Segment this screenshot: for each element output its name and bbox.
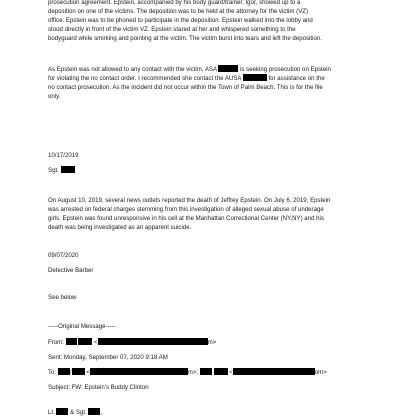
text-line [48, 65, 331, 74]
text-fragment: om> [314, 369, 327, 376]
redaction-box [218, 65, 238, 72]
text-line: no contact prosecution. As the incident did not occur within the Town of Palm Beach, This is for the file [48, 84, 323, 91]
redaction-box [214, 368, 228, 375]
redaction-box [78, 338, 92, 345]
text-fragment: To: [48, 369, 58, 376]
entry-date: 09/07/2020 [48, 252, 79, 259]
email-from: From: < m> [48, 339, 217, 346]
redaction-box [88, 408, 103, 416]
text-line: was arrested on federal charges stemming from this investigation of alleged sexual abuse of underage [48, 206, 324, 213]
text-line: deposition on one of the victims. The deposition was to be held at the attorney for the victim (VZ) [48, 8, 309, 15]
redaction-box [243, 74, 267, 81]
text-line: only. [48, 93, 61, 100]
text-line: stood directly in front of the victim VZ. Epstein stared at her and whispered something to the [48, 26, 296, 33]
email-salutation [48, 408, 102, 417]
redaction-box [66, 338, 77, 345]
text-fragment: As Epstein was not allowed to any contact with the victim, ASA [48, 66, 219, 73]
text-line: office. Epstein was to be phoned to participate in the deposition. Epstein walked into the lobby and [48, 17, 313, 24]
redaction-box [56, 408, 68, 415]
redaction-box [200, 368, 212, 375]
text-line: girls. Epstein was found unresponsive in his cell at the Manhattan Correctional Center (NY,NY) and his [48, 215, 324, 222]
text-fragment: m> [207, 339, 217, 346]
text-fragment: From: [48, 339, 66, 346]
text-line [48, 74, 325, 83]
text-line: prosecution agreement. Epstein, accompanied by his body guard/trainer, Igor, showed up to a [48, 0, 301, 6]
text-fragment: is seeking prosecution on Epstein [238, 66, 331, 73]
redaction-box [233, 368, 315, 375]
text-fragment: m>; [187, 369, 200, 376]
see-below-note: See below [48, 294, 77, 301]
text-fragment: Sgt. [48, 167, 61, 174]
original-message-marker: -----Original Message----- [48, 323, 116, 330]
redaction-box [72, 368, 85, 375]
text-line: bodyguard while smirking and pointing at the victim. The victim burst into tears and left the deposition. [48, 35, 322, 42]
email-to: To: < m>; < om> [48, 369, 327, 376]
text-fragment: for violating the no contact order. I recommended she contact the AUSA [48, 75, 243, 82]
redaction-box [98, 338, 208, 345]
text-fragment: for assistance on the [266, 75, 325, 82]
entry-date: 10/17/2019 [48, 152, 79, 159]
email-sent: Sent: Monday, September 07, 2020 9:18 AM [48, 354, 168, 361]
text-line: On August 10, 2019, several news outlets reported the death of Jeffrey Epstein. On July 6, 2019, Epstein [48, 197, 331, 204]
text-line: death was being investigated as an apparent suicide. [48, 224, 192, 231]
redaction-box [90, 368, 188, 375]
email-subject: Subject: FW: Epstein's Buddy Clinton [48, 384, 149, 391]
redaction-box [58, 368, 70, 375]
text-fragment: Lt. [48, 409, 57, 416]
text-fragment: , [100, 409, 103, 416]
detective-name: Detective Barber [48, 267, 94, 274]
officer-signature [48, 166, 75, 175]
redaction-box [61, 166, 75, 173]
text-fragment: & Sgt. [68, 409, 89, 416]
